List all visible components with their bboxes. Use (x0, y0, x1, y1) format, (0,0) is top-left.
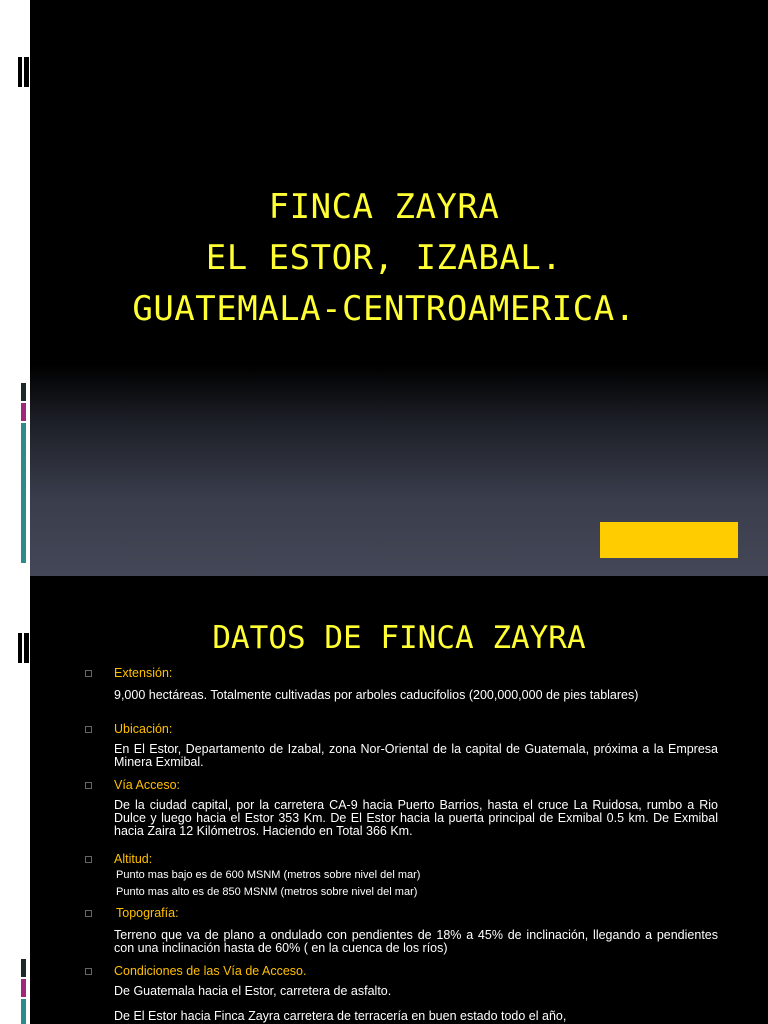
text-conditions-2: De El Estor hacia Finca Zayra carretera de terracería en buen estado todo el año, (114, 1009, 567, 1023)
square-bullet-icon (85, 968, 92, 975)
text-topography: Terreno que va de plano a ondulado con pendientes de 18% a 45% de inclinación, llegando a pendientes con una inclinación hasta de 60% ( en la cuenca de los ríos) (114, 928, 718, 955)
title-line-1: FINCA ZAYRA (268, 187, 500, 227)
heading-access: Vía Acceso: (114, 778, 181, 792)
slide-data (0, 576, 768, 1024)
text-access: De la ciudad capital, por la carretera CA-9 hacia Puerto Barrios, hasta el cruce La Ruidosa, rumbo a Rio Dulce y luego hacia el Estor 353 Km. De El Estor hacia la puerta principal de Exmibal 0.5 km. De Exmibal hacia Zaira 12 Kilómetros. Haciendo en Total 366 Km. (114, 798, 718, 838)
square-bullet-icon (85, 670, 92, 677)
list-item-location (86, 722, 718, 778)
edge-bar-top (18, 57, 22, 87)
square-bullet-icon (85, 910, 92, 917)
slide-heading: DATOS DE FINCA ZAYRA (212, 620, 586, 656)
text-location: En El Estor, Departamento de Izabal, zona Nor-Oriental de la capital de Guatemala, próxima a la Empresa Minera Exmibal. (114, 742, 718, 769)
edge-bar-teal (21, 423, 26, 563)
list-item-conditions (86, 964, 718, 1024)
text-extension: 9,000 hectáreas. Totalmente cultivadas por arboles caducifolios (200,000,000 de pies tablares) (114, 688, 639, 702)
list-item-access (86, 778, 718, 852)
edge-bar-top-2 (24, 57, 29, 87)
square-bullet-icon (85, 782, 92, 789)
title-line-2: EL ESTOR, IZABAL. (205, 238, 563, 278)
heading-location: Ubicación: (114, 722, 173, 736)
square-bullet-icon (85, 856, 92, 863)
edge-bar-purple-s2 (21, 979, 26, 997)
square-bullet-icon (85, 726, 92, 733)
data-list (86, 666, 718, 1024)
list-item-altitude (86, 852, 718, 906)
list-item-extension (86, 666, 718, 722)
heading-extension: Extensión: (114, 666, 173, 680)
heading-topography: Topografía: (116, 906, 179, 920)
title-line-3: GUATEMALA-CENTROAMERICA. (132, 289, 636, 329)
text-altitude-high: Punto mas alto es de 850 MSNM (metros sobre nivel del mar) (116, 886, 418, 898)
edge-bar-dark (21, 383, 26, 401)
edge-bar-top-s2 (18, 633, 22, 663)
text-altitude-low: Punto mas bajo es de 600 MSNM (metros sobre nivel del mar) (116, 869, 421, 881)
edge-bar-teal-s2 (21, 999, 26, 1024)
heading-altitude: Altitud: (114, 852, 153, 866)
edge-bar-top-s2-2 (24, 633, 29, 663)
list-item-topography (86, 906, 718, 964)
text-conditions-1: De Guatemala hacia el Estor, carretera de asfalto. (114, 984, 392, 998)
accent-rectangle (600, 522, 738, 558)
presentation-title (0, 182, 768, 335)
edge-bar-purple (21, 403, 26, 421)
edge-bar-dark-s2 (21, 959, 26, 977)
heading-conditions: Condiciones de las Vía de Acceso. (114, 964, 307, 978)
